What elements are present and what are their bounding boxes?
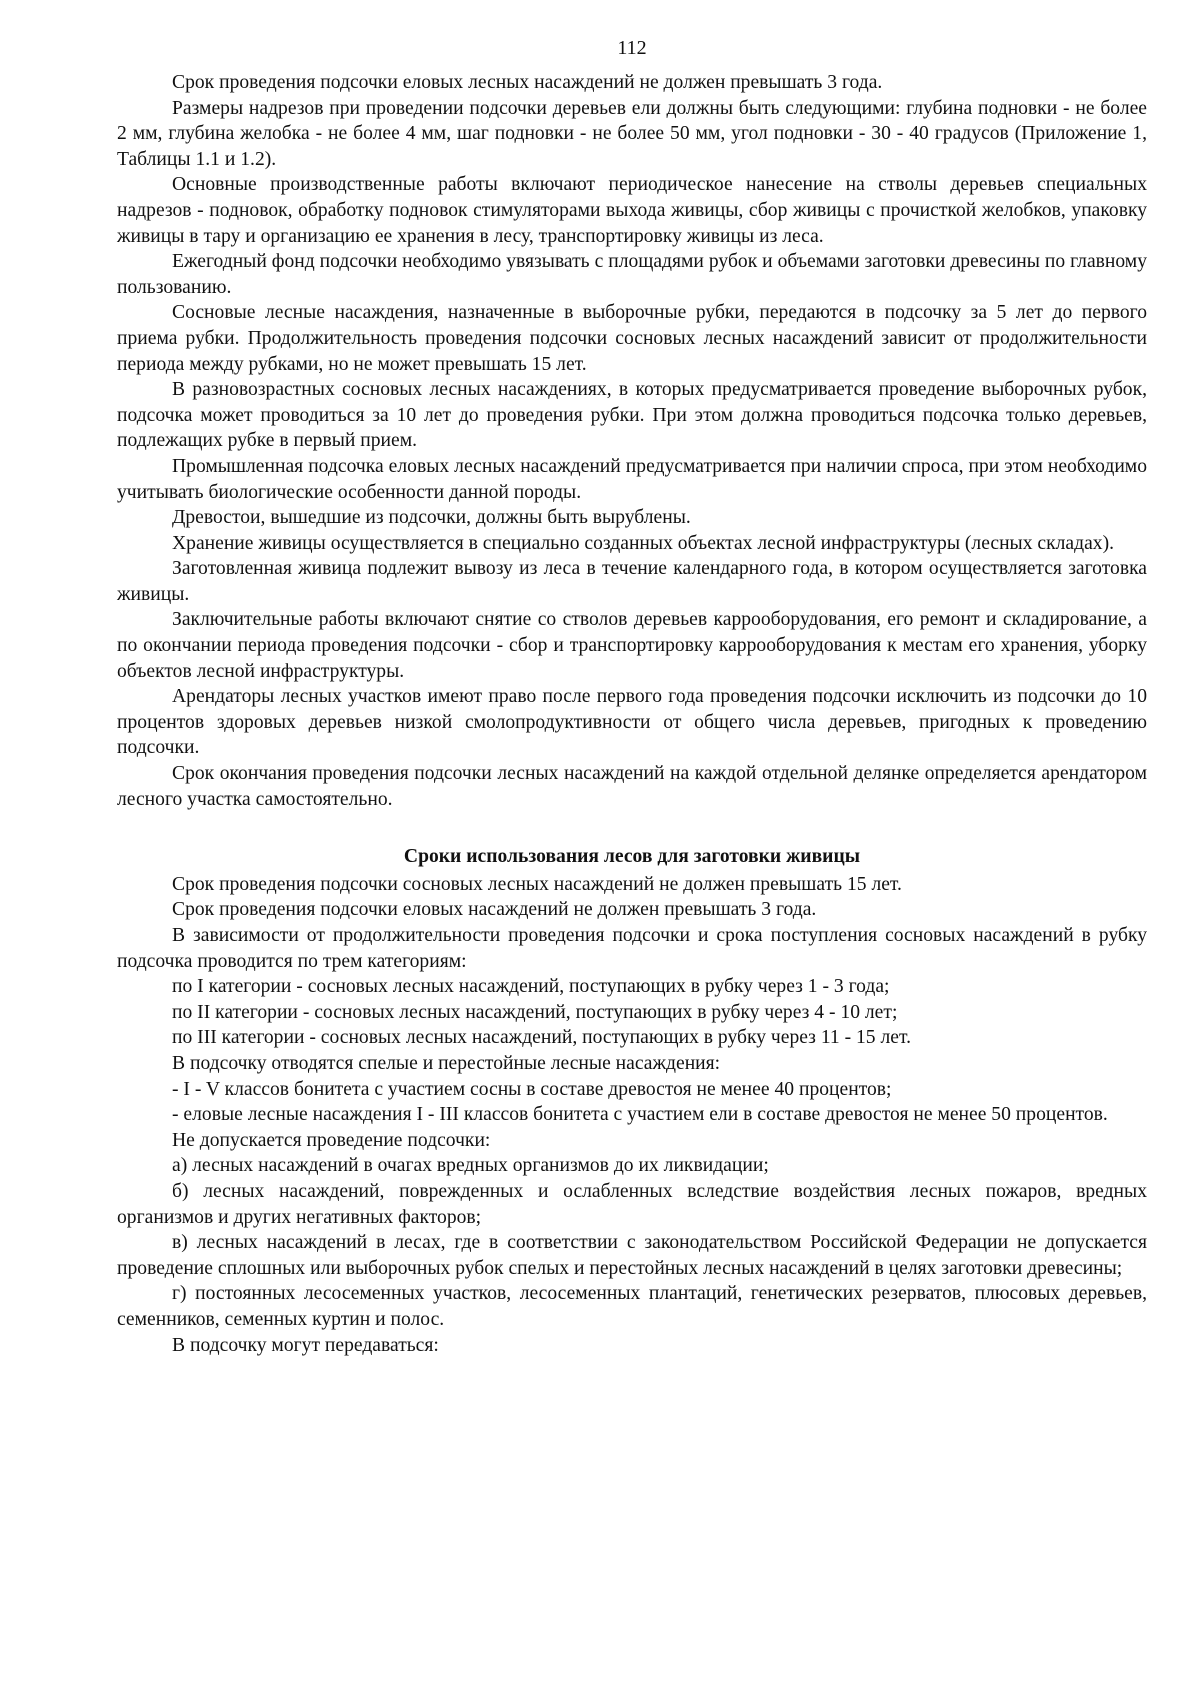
- paragraph: Ежегодный фонд подсочки необходимо увязывать с площадями рубок и объемами заготовки древесины по главному пользованию.: [117, 251, 1147, 298]
- list-item: по I категории - сосновых лесных насаждений, поступающих в рубку через 1 - 3 года;: [172, 976, 890, 998]
- list-item: а) лесных насаждений в очагах вредных организмов до их ликвидации;: [172, 1155, 769, 1177]
- paragraph: Срок проведения подсочки сосновых лесных насаждений не должен превышать 15 лет.: [172, 873, 902, 895]
- paragraph: В зависимости от продолжительности проведения подсочки и срока поступления сосновых насаждений в рубку подсочка проводится по трем категориям:: [117, 925, 1147, 972]
- paragraph: Заготовленная живица подлежит вывозу из леса в течение календарного года, в котором осуществляется заготовка живицы.: [117, 558, 1147, 605]
- paragraph: Срок проведения подсочки еловых лесных насаждений не должен превышать 3 года.: [172, 72, 883, 93]
- paragraph: Размеры надрезов при проведении подсочки деревьев ели должны быть следующими: глубина подновки - не более 2 мм, глубина желобка - не более 4 мм, шаг подновки - не более 50 мм, угол подновки - 30 - 40 градусов (Приложение 1, Таблицы 1.1 и 1.2).: [117, 97, 1147, 170]
- paragraph: Срок окончания проведения подсочки лесных насаждений на каждой отдельной делянке определяется арендатором лесного участка самостоятельно.: [117, 763, 1147, 810]
- paragraph: Арендаторы лесных участков имеют право после первого года проведения подсочки исключить из подсочки до 10 процентов здоровых деревьев низкой смолопродуктивности от общего числа деревьев, пригодных к проведению подсочки.: [117, 686, 1147, 759]
- paragraph: Срок проведения подсочки еловых насаждений не должен превышать 3 года.: [172, 899, 817, 921]
- paragraph: Сосновые лесные насаждения, назначенные в выборочные рубки, передаются в подсочку за 5 лет до первого приема рубки. Продолжительность проведения подсочки сосновых лесных насаждений зависит от продолжительности периода между рубками, но не может превышать 15 лет.: [117, 302, 1147, 375]
- paragraph: Основные производственные работы включают периодическое нанесение на стволы деревьев специальных надрезов - подновок, обработку подновок стимуляторами выхода живицы, сбор живицы с прочисткой желобков, упаковку живицы в тару и организацию ее хранения в лесу, транспортировку живицы из леса.: [117, 174, 1147, 247]
- list-item: - еловые лесные насаждения I - III классов бонитета с участием ели в составе древостоя не менее 50 процентов.: [172, 1104, 1108, 1126]
- paragraph: Промышленная подсочка еловых лесных насаждений предусматривается при наличии спроса, при этом необходимо учитывать биологические особенности данной породы.: [117, 455, 1147, 503]
- paragraph: В разновозрастных сосновых лесных насаждениях, в которых предусматривается проведение выборочных рубок, подсочка может проводиться за 10 лет до проведения рубки. При этом должна проводиться подсочка только деревьев, подлежащих рубке в первый прием.: [117, 379, 1147, 452]
- paragraph: Не допускается проведение подсочки:: [172, 1129, 491, 1151]
- paragraph: В подсочку отводятся спелые и перестойные лесные насаждения:: [172, 1052, 721, 1074]
- document-page: [117, 36, 1147, 1358]
- list-item: г) постоянных лесосеменных участков, лесосеменных плантаций, генетических резерватов, плюсовых деревьев, семенников, семенных куртин и полос.: [117, 1283, 1147, 1330]
- paragraph: Хранение живицы осуществляется в специально созданных объектах лесной инфраструктуры (лесных складах).: [172, 532, 1114, 554]
- list-item: по III категории - сосновых лесных насаждений, поступающих в рубку через 11 - 15 лет.: [172, 1027, 911, 1049]
- section-rules: [117, 70, 1147, 812]
- section-terms: [117, 872, 1147, 1358]
- paragraph: В подсочку могут передаваться:: [172, 1334, 439, 1356]
- section-heading: Сроки использования лесов для заготовки живицы: [403, 846, 861, 868]
- page-number: 112: [617, 37, 647, 59]
- paragraph: Древостои, вышедшие из подсочки, должны быть вырублены.: [172, 507, 691, 529]
- list-item: по II категории - сосновых лесных насаждений, поступающих в рубку через 4 - 10 лет;: [172, 1001, 898, 1023]
- list-item: в) лесных насаждений в лесах, где в соответствии с законодательством Российской Федерации не допускается проведение сплошных или выборочных рубок спелых и перестойных лесных насаждений в целях заготовки древесины;: [117, 1232, 1147, 1279]
- list-item: - I - V классов бонитета с участием сосны в составе древостоя не менее 40 процентов;: [172, 1078, 892, 1100]
- list-item: б) лесных насаждений, поврежденных и ослабленных вследствие воздействия лесных пожаров, вредных организмов и других негативных факторов;: [117, 1180, 1147, 1228]
- paragraph: Заключительные работы включают снятие со стволов деревьев каррооборудования, его ремонт и складирование, а по окончании периода проведения подсочки - сбор и транспортировку каррооборудования к местам его хранения, уборку объектов лесной инфраструктуры.: [117, 609, 1147, 682]
